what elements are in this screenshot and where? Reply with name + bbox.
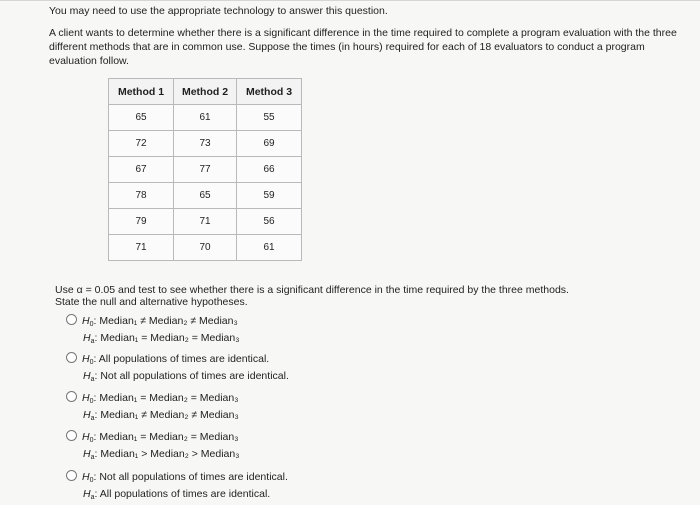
null-hypothesis: Median₁ = Median₂ = Median₃: [99, 392, 239, 404]
alt-hypothesis: Not all populations of times are identical.: [100, 369, 289, 382]
null-hypothesis: Median₁ ≠ Median₂ ≠ Median₃: [99, 315, 238, 327]
table-cell: 77: [174, 157, 237, 183]
table-row: [109, 235, 302, 261]
table-row: [109, 105, 302, 131]
table-cell: 65: [174, 183, 237, 209]
hypothesis-option-3[interactable]: $H_0$: Median₁ = Median₂ = Median₃ $H_a$: Median₁ ≠ Median₂ ≠ Median₃: [66, 391, 239, 425]
hypothesis-option-5[interactable]: $H_0$: Not all populations of times are identical. $H_a$: All populations of times are identical.: [66, 470, 288, 504]
radio-button[interactable]: [66, 470, 77, 481]
radio-button[interactable]: [66, 430, 77, 441]
table-cell: 61: [174, 105, 237, 131]
table-cell: 59: [237, 183, 302, 209]
hypothesis-option-1[interactable]: $H_0$: Median₁ ≠ Median₂ ≠ Median₃ $H_a$: Median₁ = Median₂ = Median₃: [66, 314, 239, 348]
table-cell: 72: [109, 131, 174, 157]
null-hypothesis: Not all populations of times are identical.: [99, 471, 288, 483]
alt-hypothesis: All populations of times are identical.: [99, 487, 271, 500]
radio-button[interactable]: [66, 352, 77, 363]
radio-button[interactable]: [66, 314, 77, 325]
table-cell: 67: [109, 157, 174, 183]
header-method-3: Method 3: [237, 79, 302, 105]
hypothesis-option-2[interactable]: $H_0$: All populations of times are identical. $H_a$: Not all populations of times are identical.: [66, 352, 289, 386]
table-cell: 78: [109, 183, 174, 209]
table-cell: 71: [174, 209, 237, 235]
intro-text: You may need to use the appropriate technology to answer this question.: [49, 5, 388, 17]
table-cell: 61: [237, 235, 302, 261]
table-row: [109, 183, 302, 209]
table-cell: 55: [237, 105, 302, 131]
hypothesis-option-4[interactable]: $H_0$: Median₁ = Median₂ = Median₃ $H_a$: Median₁ > Median₂ > Median₃: [66, 430, 239, 464]
alt-hypothesis: Median₁ = Median₂ = Median₃: [100, 331, 240, 344]
table-row: [109, 209, 302, 235]
alt-hypothesis: Median₁ ≠ Median₂ ≠ Median₃: [100, 408, 239, 421]
header-method-2: Method 2: [174, 79, 237, 105]
table-cell: 79: [109, 209, 174, 235]
alpha-instruction: Use α = 0.05 and test to see whether there is a significant difference in the time required by the three methods.: [55, 284, 569, 296]
table-cell: 71: [109, 235, 174, 261]
question-prompt: State the null and alternative hypotheses.: [55, 296, 248, 308]
problem-text: A client wants to determine whether there is a significant difference in the time required to complete a program evaluation with the three different methods that are in common use. Suppose the times (in hours) required for each of 18 evaluators to conduct a program evaluation follow.: [49, 27, 677, 67]
alt-hypothesis: Median₁ > Median₂ > Median₃: [100, 447, 240, 460]
header-method-1: Method 1: [109, 79, 174, 105]
radio-button[interactable]: [66, 391, 77, 402]
null-hypothesis: All populations of times are identical.: [98, 353, 270, 365]
table-header-row: [109, 79, 302, 105]
table-cell: 70: [174, 235, 237, 261]
table-cell: 56: [237, 209, 302, 235]
table-cell: 69: [237, 131, 302, 157]
table-cell: 65: [109, 105, 174, 131]
table-cell: 73: [174, 131, 237, 157]
top-divider: [0, 0, 700, 1]
data-table: [108, 78, 302, 261]
table-row: [109, 157, 302, 183]
table-row: [109, 131, 302, 157]
null-hypothesis: Median₁ = Median₂ = Median₃: [99, 431, 239, 443]
table-cell: 66: [237, 157, 302, 183]
